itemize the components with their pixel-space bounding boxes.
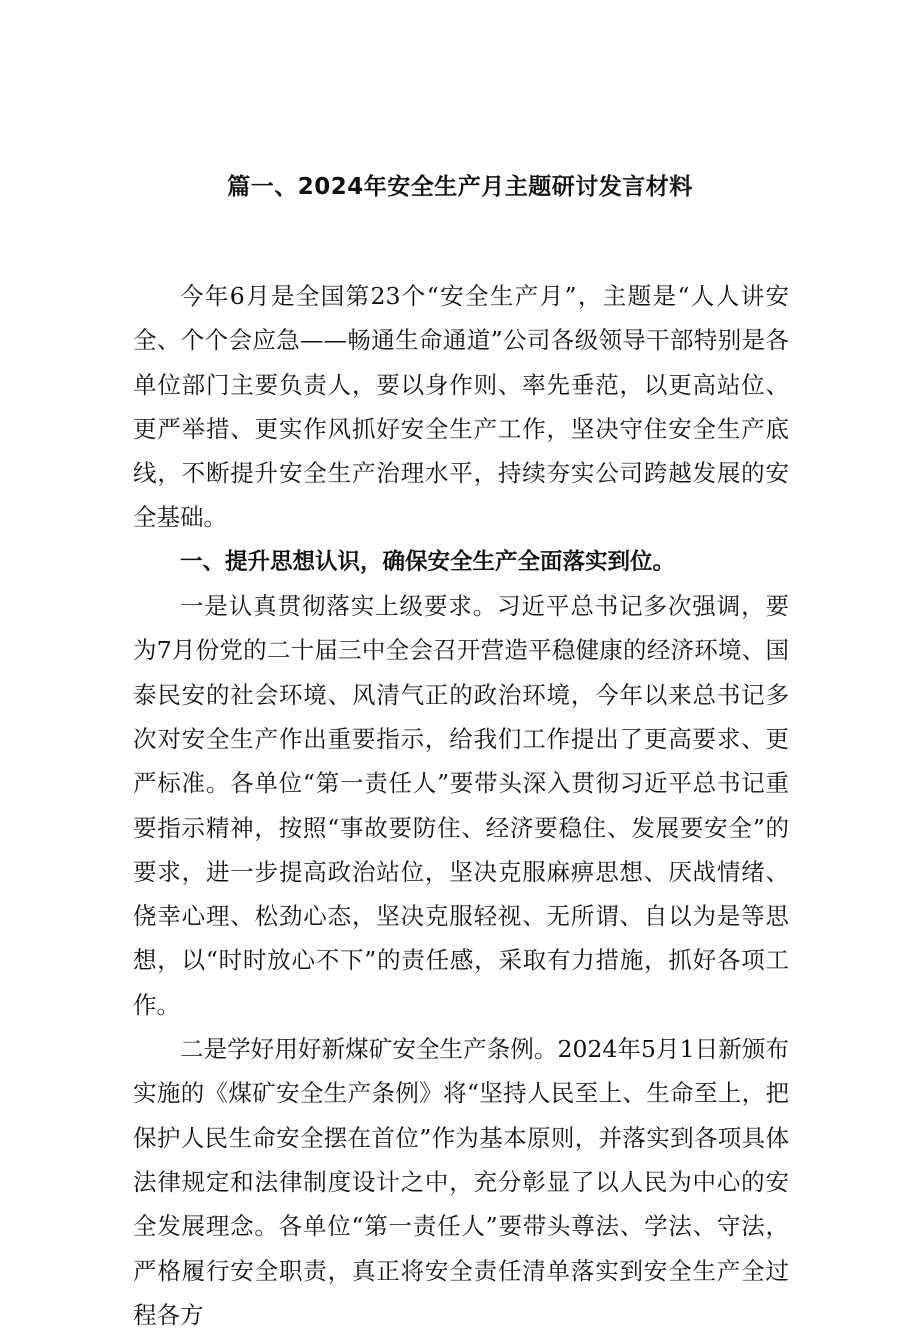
section-heading: 一、提升思想认识，确保安全生产全面落实到位。 xyxy=(180,548,676,575)
document-title: 篇一、2024年安全生产月主题研讨发言材料 xyxy=(227,174,693,200)
document-body xyxy=(133,274,789,1337)
intro-paragraph: 今年6月是全国第23个“安全生产月”，主题是“人人讲安全、个个会应急——畅通生命通道”公司各级领导干部特别是各单位部门主要负责人，要以身作则、率先垂范，以更高站位、更严举措、更实作风抓好安全生产工作，坚决守住安全生产底线，不断提升安全生产治理水平，持续夯实公司跨越发展的安全基础。 xyxy=(133,282,789,532)
section-paragraph-1: 一是认真贯彻落实上级要求。习近平总书记多次强调，要为7月份党的二十届三中全会召开营造平稳健康的经济环境、国泰民安的社会环境、风清气正的政治环境，今年以来总书记多次对安全生产作出重要指示，给我们工作提出了更高要求、更严标准。各单位“第一责任人”要带头深入贯彻习近平总书记重要指示精神，按照“事故要防住、经济要稳住、发展要安全”的要求，进一步提高政治站位，坚决克服麻痹思想、厌战情绪、侥幸心理、松劲心态，坚决克服轻视、无所谓、自以为是等思想，以“时时放心不下”的责任感，采取有力措施，抓好各项工作。 xyxy=(133,592,789,1019)
section-paragraph-2: 二是学好用好新煤矿安全生产条例。2024年5月1日新颁布实施的《煤矿安全生产条例》将“坚持人民至上、生命至上，把保护人民生命安全摆在首位”作为基本原则，并落实到各项具体法律规定和法律制度设计之中，充分彰显了以人民为中心的安全发展理念。各单位“第一责任人”要带头尊法、学法、守法，严格履行安全职责，真正将安全责任清单落实到安全生产全过程各方 xyxy=(133,1035,789,1329)
